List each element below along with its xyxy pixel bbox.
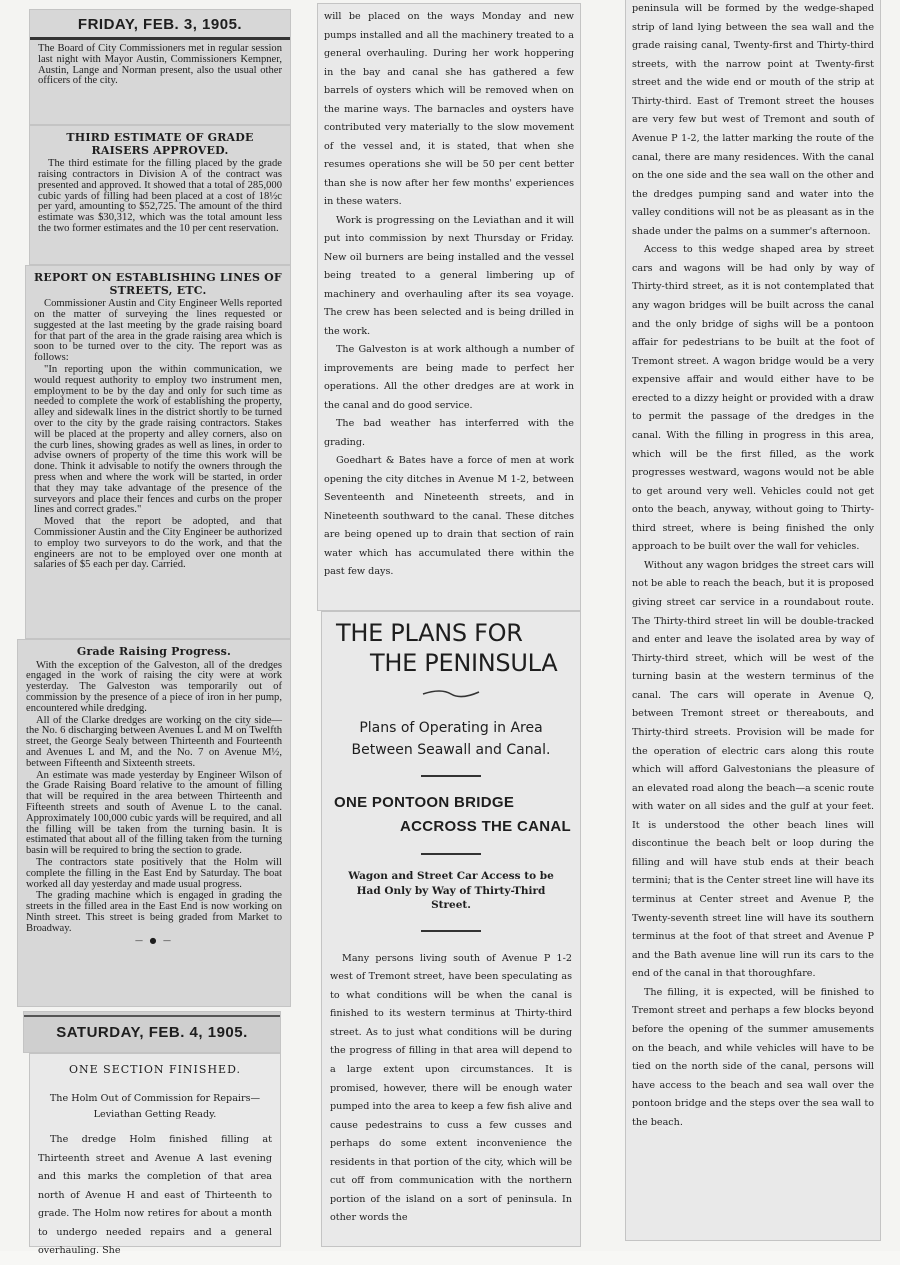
dateline-rule <box>24 1015 280 1017</box>
clipping-peninsula-continued <box>626 0 880 1240</box>
dateline-friday: FRIDAY, FEB. 3, 1905. <box>30 10 290 40</box>
peninsula-paragraph: peninsula will be formed by the wedge-shaped strip of land lying between the sea wall and the grade raising canal, Twenty-first and Thirty-third streets, with the narrow point at Twenty-first street and the wide end or mouth of the strip at Thirty-third. East of Tremont street the houses are very few but west of Tremont and south of Avenue P 1-2, the latter marking the route of the canal, there are many residences. With the canal on the one side and the sea wall on the other and the dredges pumping sand and water into the valley conditions will not be as pleasant as in the shade under the palms on a summer's afternoon. <box>632 3 874 237</box>
plans-body: Many persons living south of Avenue P 1-2 west of Tremont street, have been speculating as to what conditions will be when the canal is finished to its western terminus at Thirty-third street. As to just what conditions will be during the progress of filling in that area will depend to a large extent upon circumstances. It is promised, however, there will be enough water pumped into the area to keep a few fish alive and cause pedestrains to cuss a few cusses and perhaps do some extent inconvenience the residents in that portion of the city, which will be cut off from communication with the northern portion of the island on a sort of peninsula. In other words the <box>330 952 572 1224</box>
grade-progress-paragraph: The grading machine which is engaged in grading the streets in the filled area in the East End is now working on Ninth street. This street is being graded from Market to Broadway. <box>26 890 282 934</box>
clipping-friday-board <box>30 10 290 124</box>
section-rule <box>421 930 481 932</box>
plans-title-line2: THE PENINSULA <box>370 649 558 677</box>
report-paragraph: "In reporting upon the within communication, we would request authority to employ two instrument men, employment to be by the day and only for such time as needed to complete the work of establishing the property, alley and sidewalk lines in the district shortly to be turned over to the city by the grade raising contractors. Stakes will be placed at the property and alley corners, also on the curb lines, showing grades as well as lines, in order to advise owners of property of the time this work will be done. Think it advisable to notify the owners through the press when and where the work will be started, in order that they may take advantage of the presence of the surveyors and place their fences and curbs on the proper lines and correct grades." <box>34 364 282 516</box>
report-paragraph: Commissioner Austin and City Engineer Wells reported on the matter of surveying the lines requested or suggested at the last meeting by the grade raising board for that part of the area in the grade raising area which is soon to be turned over to the city. The report was as follows: <box>34 298 282 364</box>
clipping-plans-peninsula <box>322 612 580 1246</box>
plans-subtitle: Plans of Operating in Area Between Seawall and Canal. <box>351 720 551 758</box>
clipping-saturday-dateline <box>24 1012 280 1052</box>
dredge-paragraph: will be placed on the ways Monday and new pumps installed and all the machinery treated to a general overhauling. During her work hoppering in the bay and canal she has gathered a few barrels of oysters which will be removed when on the marine ways. The barnacles and oysters have contributed very materially to the slow movement of the vessel and, it is stated, that when she resumes operations she will be 50 per cent better than she is now after her few months' experiences in these waters. <box>324 11 574 208</box>
plans-title <box>330 618 572 678</box>
grade-progress-heading: Grade Raising Progress. <box>76 645 232 658</box>
pontoon-line2: ACCROSS THE CANAL <box>400 818 571 836</box>
clipping-grade-progress <box>18 640 290 1006</box>
clipping-one-section-finished <box>30 1054 280 1257</box>
third-estimate-body: The third estimate for the filling placed by the grade raising contractors in Division A of the contract was presented and approved. It showed that a total of 285,000 cubic yards of filling had been placed at a cost of 18½c per yard, amounting to $52,725. The amount of the third estimate was $30,312, which was the total amount less the two former estimates and the 10 per cent reservation. <box>38 158 282 235</box>
end-ornament: — ● — <box>134 935 174 945</box>
flourish-ornament <box>421 686 481 700</box>
report-heading: REPORT ON ESTABLISHING LINES OF STREETS, ETC. <box>34 271 282 297</box>
third-estimate-heading: THIRD ESTIMATE OF GRADE RAISERS APPROVED. <box>66 131 254 157</box>
peninsula-paragraph: Without any wagon bridges the street cars will not be able to reach the beach, but it is proposed giving street car service in a roundabout route. The Thirty-third street lin will be double-tracked and enter and leave the isolated area by way of Thirty-third street, which will be west of the turning basin at the western terminus of the canal. The cars will operate in Avenue Q, between Tremont street or thereabouts, and Thirty-third streets. Provision will be made for the operation of electric cars along this route which will afford Galvestonians the pleasure of an elevated road along the beach—a scenic route with water on all sides and the gulf at your feet. It is understood the other beach lines will discontinue the beach belt or loop during the filling and will have stub ends at their beach termini; that is the Center street line will have its terminus at Center street and Avenue P, the Twenty-seventh street line will have its southern terminus at the foot of that street and Avenue P and the Bath avenue line will run its cars to the end of the canal in that thoroughfare. <box>632 559 874 980</box>
section-rule <box>421 775 481 777</box>
grade-progress-paragraph: The contractors state positively that the Holm will complete the filling in the East End by Saturday. The boat worked all day yesterday and made usual progress. <box>26 856 282 890</box>
one-section-subhead: The Holm Out of Commission for Repairs—Leviathan Getting Ready. <box>49 1092 261 1120</box>
section-rule <box>421 853 481 855</box>
peninsula-paragraph: Access to this wedge shaped area by street cars and wagons will be had only by way of Thirty-third street, as it is not contemplated that any wagon bridges will be built across the canal and the only bridge of sighs will be a pontoon affair for pedestrians to be built at the foot of Tremont street. A wagon bridge would be a very expensive affair and would either have to be erected to a dizzy height or provided with a draw to permit the passage of the dredges in the canal. With the filling in progress in this area, which will be the first filled, as the work progresses westward, wagons would not be able to get around very well. Vehicles could not get onto the beach, anyway, without going to Thirty-third street, where is being finished the only approach to be built over the wall for vehicles. <box>632 244 874 553</box>
one-section-body: The dredge Holm finished filling at Thirteenth street and Avenue A last evening and this marks the completion of that area north of Avenue H and east of Thirteenth to grade. The Holm now retires for about a month to undergo needed repairs and a general overhauling. She <box>38 1134 272 1257</box>
plans-title-line1: THE PLANS FOR <box>336 619 523 647</box>
wagon-subhead: Wagon and Street Car Access to be Had Only by Way of Thirty-Third Street. <box>348 870 554 911</box>
clipping-dredge-continued <box>318 4 580 610</box>
dredge-paragraph: The bad weather has interferred with the grading. <box>324 418 574 448</box>
dredge-paragraph: The Galveston is at work although a number of improvements are being made to perfect her operations. All the other dredges are at work in the canal and do good service. <box>324 344 574 411</box>
grade-progress-paragraph: With the exception of the Galveston, all of the dredges engaged in the work of raising the city were at work yesterday. The Galveston was temporarily out of commission by the presence of a piece of iron in her pump, encountered while dredging. <box>26 659 282 714</box>
clipping-third-estimate <box>30 126 290 264</box>
dredge-paragraph: Goedhart & Bates have a force of men at work opening the city ditches in Avenue M 1-2, between Seventeenth and Nineteenth streets, and in Nineteenth southward to the canal. These ditches are being opened up to drain that section of rain water which has accumulated there within the past few days. <box>324 455 574 578</box>
pontoon-line1: ONE PONTOON BRIDGE <box>334 794 515 812</box>
report-paragraph: Moved that the report be adopted, and that Commissioner Austin and the City Engineer be authorized to employ two surveyors to do the work, and that the engineers are not to be employed over one month at salaries of $5 each per day. Carried. <box>34 516 282 571</box>
clipping-report-lines <box>26 266 290 638</box>
one-section-heading: ONE SECTION FINISHED. <box>68 1063 241 1076</box>
grade-progress-paragraph: An estimate was made yesterday by Engineer Wilson of the Grade Raising Board relative to the amount of filling that will be required in the area between Thirteenth and Fifteenth streets and south of Avenue L to the canal. Approximately 100,000 cubic yards will be required, and all the filling will be taken from the turning basin. It is estimated that about all of the filling taken from the turning basin will be required to bring the section to grade. <box>26 769 282 857</box>
dateline-saturday: SATURDAY, FEB. 4, 1905. <box>56 1024 248 1041</box>
peninsula-paragraph: The filling, it is expected, will be finished to Tremont street and perhaps a few blocks beyond before the opening of the summer amusements on the beach, and while vehicles will have to be tied on the north side of the canal, persons will have access to the beach and sea wall over the pontoon bridge and the steps over the sea wall to the beach. <box>632 986 874 1128</box>
grade-progress-paragraph: All of the Clarke dredges are working on the city side—the No. 6 discharging between Avenues L and M on Twelfth street, the George Sealy between Thirteenth and Fourteenth and Avenues L and M, and the No. 7 on Avenue M½, between Fifteenth and Sixteenth streets. <box>26 714 282 769</box>
pontoon-headline <box>330 791 572 839</box>
friday-intro: The Board of City Commissioners met in regular session last night with Mayor Austin, Commissioners Kempner, Austin, Lange and Norman present, also the usual other officers of the city. <box>38 43 282 87</box>
dredge-paragraph: Work is progressing on the Leviathan and it will put into commission by next Thursday or Friday. New oil burners are being installed and the vessel being treated to a general limbering up of machinery and overhauling after its sea voyage. The crew has been selected and is being drilled in the work. <box>324 214 574 337</box>
